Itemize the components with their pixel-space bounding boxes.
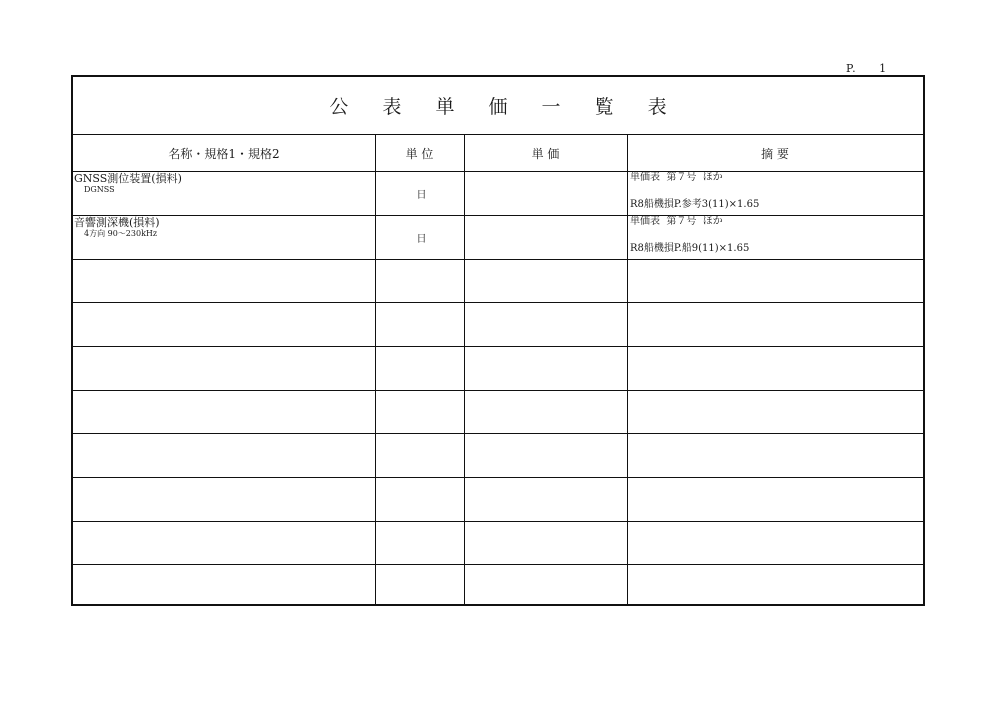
item-name: GNSS測位装置(損料) [74, 172, 182, 185]
row-divider [73, 477, 923, 478]
table-row [73, 215, 923, 259]
row-divider [73, 390, 923, 391]
row-divider [73, 521, 923, 522]
header-price: 単 価 [531, 146, 560, 161]
page-number: P. 1 [846, 62, 888, 75]
item-note-detail: R8船機損P.参考3(11)×1.65 [630, 199, 760, 210]
table-row [73, 171, 923, 215]
item-unit: 日 [416, 233, 427, 245]
header-name: 名称・規格1・規格2 [168, 146, 280, 161]
item-unit: 日 [416, 189, 427, 201]
title-row [73, 77, 923, 135]
item-name-cell [74, 216, 374, 239]
row-divider [73, 302, 923, 303]
table-title: 公 表 単 価 一 覧 表 [329, 96, 681, 118]
row-divider [73, 433, 923, 434]
item-name: 音響測深機(損料) [74, 216, 160, 229]
item-name-cell [74, 172, 374, 195]
item-note: 単価表 第７号 ほか [630, 172, 723, 183]
row-divider [73, 259, 923, 260]
item-note: 単価表 第７号 ほか [630, 216, 723, 227]
price-list-table [71, 75, 925, 606]
item-spec: DGNSS [84, 185, 115, 194]
row-divider [73, 564, 923, 565]
row-divider [73, 346, 923, 347]
header-unit: 単 位 [405, 146, 434, 161]
item-note-detail: R8船機損P.船9(11)×1.65 [630, 243, 750, 254]
header-summary: 摘 要 [761, 146, 789, 161]
item-spec: 4方向 90～230kHz [84, 229, 158, 238]
